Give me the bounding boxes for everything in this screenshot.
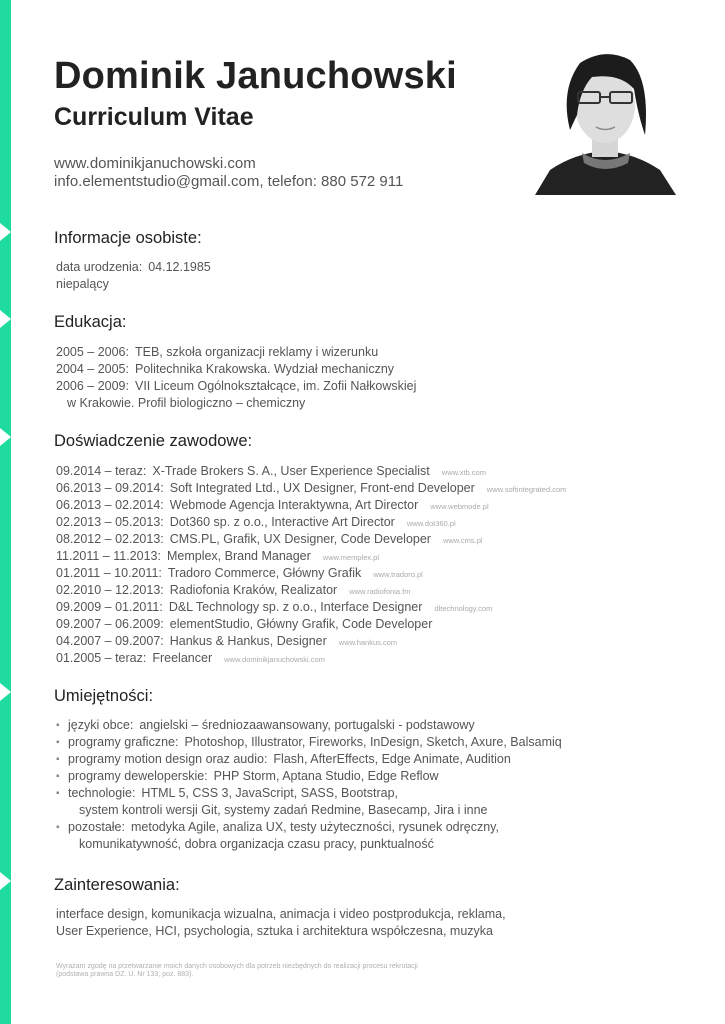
- experience-list: [56, 463, 566, 667]
- section-title-personal: Informacje osobiste:: [54, 229, 202, 247]
- section-title-skills: Umiejętności:: [54, 687, 154, 705]
- experience-period: 02.2010 – 12.2013:: [56, 583, 164, 597]
- experience-period: 08.2012 – 02.2013:: [56, 532, 164, 546]
- experience-period: 01.2005 – teraz:: [56, 651, 147, 665]
- contact-info: [54, 155, 403, 191]
- smoking-status: niepalący: [56, 277, 109, 291]
- skill-text: metodyka Agile, analiza UX, testy użyteczności, rysunek odręczny,: [130, 820, 499, 834]
- experience-text: X-Trade Brokers S. A., User Experience Specialist: [152, 464, 430, 478]
- interests-line: interface design, komunikacja wizualna, animacja i video postprodukcja, reklama,: [56, 907, 506, 921]
- skill-text: Photoshop, Illustrator, Fireworks, InDesign, Sketch, Axure, Balsamiq: [184, 735, 562, 749]
- skill-label: programy motion design oraz audio:: [68, 752, 268, 766]
- company-url[interactable]: dltechnology.com: [434, 604, 493, 613]
- sidebar-notch: [0, 872, 11, 890]
- experience-item: [56, 497, 566, 514]
- company-url[interactable]: www.memplex.pl: [322, 553, 380, 562]
- company-url[interactable]: www.webmode.pl: [430, 502, 489, 511]
- experience-period: 06.2013 – 09.2014:: [56, 481, 164, 495]
- experience-text: elementStudio, Główny Grafik, Code Developer: [169, 617, 433, 631]
- education-list: [56, 344, 416, 412]
- skill-text: Flash, AfterEffects, Edge Animate, Audition: [273, 752, 511, 766]
- experience-item: [56, 514, 566, 531]
- experience-item: [56, 480, 566, 497]
- consent-line: Wyrażam zgodę na przetwarzanie moich danych osobowych dla potrzeb niezbędnych do realizacji procesu rekrutacji: [56, 963, 418, 970]
- interests-line: User Experience, HCI, psychologia, sztuka i architektura współczesna, muzyka: [56, 924, 493, 938]
- experience-item: [56, 548, 566, 565]
- company-url[interactable]: www.xtb.com: [441, 468, 486, 477]
- cv-name: Dominik Januchowski: [54, 55, 457, 97]
- skill-text: angielski – średniozaawansowany, portugalski - podstawowy: [139, 718, 475, 732]
- experience-item: [56, 650, 566, 667]
- email-phone: info.elementstudio@gmail.com, telefon: 880 572 911: [54, 173, 404, 190]
- experience-item: [56, 565, 566, 582]
- experience-item: [56, 463, 566, 480]
- experience-text: Freelancer: [152, 651, 213, 665]
- bullet-icon: ▪: [56, 788, 60, 799]
- experience-item: [56, 531, 566, 548]
- experience-text: Dot360 sp. z o.o., Interactive Art Director: [169, 515, 395, 529]
- experience-text: Webmode Agencja Interaktywna, Art Director: [169, 498, 419, 512]
- skill-item: [56, 768, 562, 785]
- sidebar-notch: [0, 310, 11, 328]
- experience-text: Hankus & Hankus, Designer: [169, 634, 327, 648]
- education-period: 2005 – 2006:: [56, 345, 129, 359]
- skill-text: HTML 5, CSS 3, JavaScript, SASS, Bootstrap,: [141, 786, 399, 800]
- experience-period: 09.2014 – teraz:: [56, 464, 147, 478]
- company-url[interactable]: www.dot360.pl: [406, 519, 456, 528]
- company-url[interactable]: www.softintegrated.com: [486, 485, 567, 494]
- experience-item: [56, 616, 566, 633]
- bullet-icon: ▪: [56, 720, 60, 731]
- experience-item: [56, 599, 566, 616]
- section-title-experience: Doświadczenie zawodowe:: [54, 432, 253, 450]
- skill-item: [56, 717, 562, 734]
- experience-period: 04.2007 – 09.2007:: [56, 634, 164, 648]
- experience-text: CMS.PL, Grafik, UX Designer, Code Developer: [169, 532, 431, 546]
- experience-period: 09.2009 – 01.2011:: [56, 600, 163, 614]
- education-item: [56, 344, 416, 361]
- experience-text: D&L Technology sp. z o.o., Interface Designer: [168, 600, 423, 614]
- interests-text: [56, 906, 506, 940]
- bullet-icon: ▪: [56, 737, 60, 748]
- company-url[interactable]: www.cms.pl: [442, 536, 483, 545]
- company-url[interactable]: www.radiofonia.fm: [349, 587, 411, 596]
- personal-info: [56, 259, 211, 293]
- company-url[interactable]: www.dominikjanuchowski.com: [224, 655, 325, 664]
- education-period: 2006 – 2009:: [56, 379, 129, 393]
- skill-item: [56, 785, 562, 819]
- skill-continuation: system kontroli wersji Git, systemy zadań Redmine, Basecamp, Jira i inne: [79, 803, 488, 817]
- cv-subtitle: Curriculum Vitae: [54, 103, 254, 131]
- experience-text: Tradoro Commerce, Główny Grafik: [167, 566, 362, 580]
- birth-date-label: data urodzenia:: [56, 260, 143, 274]
- skill-item: [56, 751, 562, 768]
- experience-item: [56, 633, 566, 650]
- section-title-education: Edukacja:: [54, 313, 127, 331]
- experience-item: [56, 582, 566, 599]
- website-link[interactable]: www.dominikjanuchowski.com: [54, 155, 256, 172]
- sidebar-notch: [0, 223, 11, 241]
- skills-list: [56, 717, 562, 853]
- sidebar-notch: [0, 683, 11, 701]
- accent-sidebar: [0, 0, 11, 1024]
- sidebar-notch: [0, 428, 11, 446]
- skill-item: [56, 819, 562, 853]
- experience-period: 02.2013 – 05.2013:: [56, 515, 164, 529]
- skill-label: programy deweloperskie:: [68, 769, 208, 783]
- birth-date-row: [56, 259, 211, 276]
- section-title-interests: Zainteresowania:: [54, 876, 180, 894]
- education-item: [56, 378, 416, 395]
- education-continuation: w Krakowie. Profil biologiczno – chemiczny: [67, 396, 306, 410]
- education-text: VII Liceum Ogólnokształcące, im. Zofii Nałkowskiej: [135, 379, 417, 393]
- experience-text: Soft Integrated Ltd., UX Designer, Front-end Developer: [169, 481, 475, 495]
- skill-continuation: komunikatywność, dobra organizacja czasu pracy, punktualność: [79, 837, 434, 851]
- education-text: TEB, szkoła organizacji reklamy i wizerunku: [135, 345, 379, 359]
- skill-label: pozostałe:: [68, 820, 125, 834]
- company-url[interactable]: www.tradoro.pl: [373, 570, 423, 579]
- experience-period: 06.2013 – 02.2014:: [56, 498, 164, 512]
- education-period: 2004 – 2005:: [56, 362, 129, 376]
- profile-photo: [530, 45, 680, 200]
- bullet-icon: ▪: [56, 771, 60, 782]
- skill-text: PHP Storm, Aptana Studio, Edge Reflow: [213, 769, 439, 783]
- experience-period: 09.2007 – 06.2009:: [56, 617, 164, 631]
- education-text: Politechnika Krakowska. Wydział mechaniczny: [135, 362, 395, 376]
- company-url[interactable]: www.hankus.com: [338, 638, 398, 647]
- bullet-icon: ▪: [56, 822, 60, 833]
- skill-label: języki obce:: [68, 718, 134, 732]
- education-item: [56, 361, 416, 378]
- bullet-icon: ▪: [56, 754, 60, 765]
- consent-line: (podstawa prawna DZ. U. Nr 133, poz. 883).: [56, 971, 194, 978]
- experience-period: 11.2011 – 11.2013:: [56, 549, 161, 563]
- experience-period: 01.2011 – 10.2011:: [56, 566, 162, 580]
- skill-label: programy graficzne:: [68, 735, 179, 749]
- experience-text: Memplex, Brand Manager: [166, 549, 311, 563]
- skill-label: technologie:: [68, 786, 136, 800]
- birth-date-value: 04.12.1985: [148, 260, 211, 274]
- gdpr-consent-note: [56, 963, 418, 979]
- skill-item: [56, 734, 562, 751]
- experience-text: Radiofonia Kraków, Realizator: [169, 583, 338, 597]
